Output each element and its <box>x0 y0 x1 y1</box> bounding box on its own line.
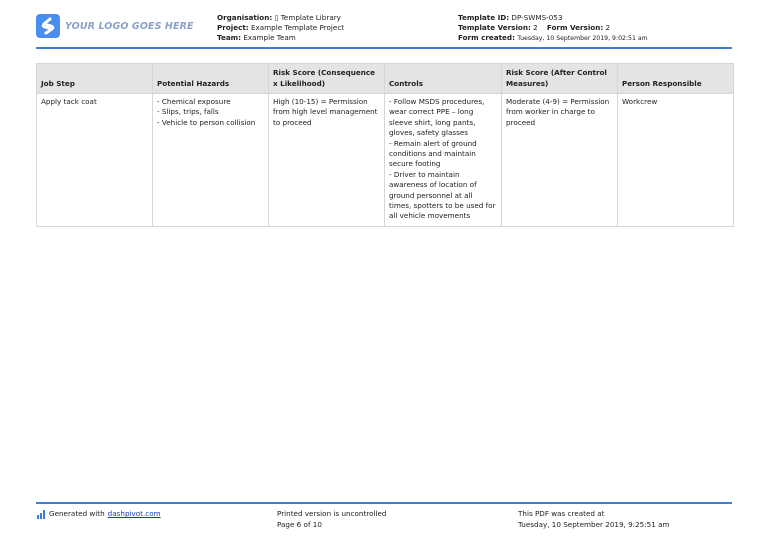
pdf-created-label: This PDF was created at <box>518 509 605 518</box>
footer-print-info <box>277 509 386 530</box>
template-version-value: 2 <box>533 23 538 32</box>
footer-generated <box>37 509 161 520</box>
project-value: Example Template Project <box>250 23 345 32</box>
column-header-person-responsible: Person Responsible <box>618 64 734 94</box>
table-row <box>37 94 734 227</box>
table-header-row <box>37 64 734 94</box>
form-created-value: Tuesday, 10 September 2019, 9:02:51 am <box>517 35 648 42</box>
risk-assessment-table <box>36 63 734 227</box>
generated-prefix: Generated with <box>49 509 105 518</box>
team-label: Team: <box>217 33 242 42</box>
project-label: Project: <box>217 23 249 32</box>
hazard-item: - Slips, trips, falls <box>157 107 219 117</box>
organisation-label: Organisation: <box>217 13 273 22</box>
pdf-created-value: Tuesday, 10 September 2019, 9:25:51 am <box>518 519 670 529</box>
control-item: - Driver to maintain awareness of location of ground personnel at all times, spotters to be used for all vehicle movements <box>389 169 496 221</box>
organisation-value: ▯ Template Library <box>274 13 341 22</box>
form-version-label: Form Version: <box>546 23 604 32</box>
team-value: Example Team <box>243 33 296 42</box>
cell-risk-after: Moderate (4-9) = Permission from worker in charge to proceed <box>502 94 618 227</box>
column-header-potential-hazards: Potential Hazards <box>153 64 269 94</box>
cell-potential-hazards <box>153 94 269 227</box>
header-meta-org <box>217 13 344 43</box>
column-header-risk-after: Risk Score (After Control Measures) <box>502 64 618 94</box>
dashpivot-bars-icon <box>37 510 45 519</box>
cell-risk-score: High (10-15) = Permission from high level management to proceed <box>269 94 385 227</box>
template-id-label: Template ID: <box>458 13 510 22</box>
printed-notice: Printed version is uncontrolled <box>277 509 387 518</box>
cell-controls <box>385 94 502 227</box>
dashpivot-link[interactable]: dashpivot.com <box>107 509 161 518</box>
form-version-value: 2 <box>605 23 611 32</box>
page-info: Page 6 of 10 <box>277 519 322 529</box>
footer-divider <box>36 502 732 504</box>
footer-pdf-created <box>518 509 670 530</box>
template-id-value: DP-SWMS-053 <box>511 13 563 22</box>
column-header-job-step: Job Step <box>37 64 153 94</box>
column-header-controls: Controls <box>385 64 502 94</box>
column-header-risk-score: Risk Score (Consequence x Likelihood) <box>269 64 385 94</box>
cell-person-responsible: Workcrew <box>618 94 734 227</box>
header-divider <box>36 47 732 49</box>
hazard-item: - Chemical exposure <box>157 97 231 106</box>
document-header <box>36 10 732 46</box>
logo-text: YOUR LOGO GOES HERE <box>65 20 194 32</box>
control-item: - Follow MSDS procedures, wear correct PPE – long sleeve shirt, long pants, gloves, safety glasses <box>389 97 485 138</box>
hazard-item: - Vehicle to person collision <box>157 117 256 127</box>
cell-job-step: Apply tack coat <box>37 94 153 227</box>
form-created-label: Form created: <box>458 33 515 42</box>
template-version-label: Template Version: <box>458 23 531 32</box>
header-meta-template <box>458 13 648 44</box>
logo-icon <box>36 14 60 38</box>
control-item: - Remain alert of ground conditions and maintain secure footing <box>389 138 477 169</box>
company-logo <box>36 14 194 38</box>
